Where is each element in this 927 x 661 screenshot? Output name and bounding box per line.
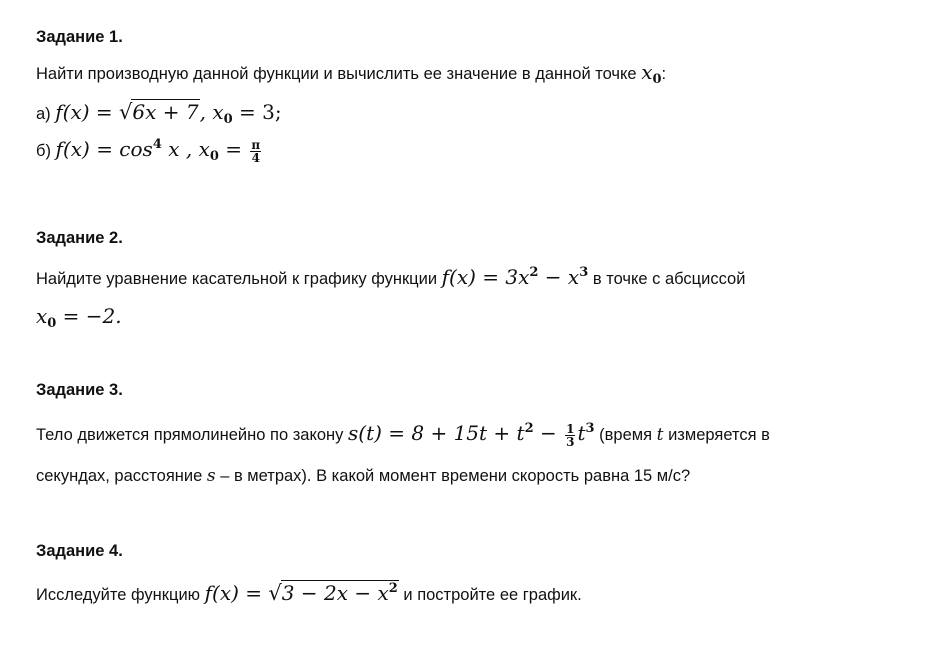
task-3-text: Тело движется прямолинейно по закону $s(t) = 8 + 15t + t^2$ − $\frac{1}{3}$ $t^3$ (время t измеряется в [36, 421, 770, 450]
task-2-heading: Задание 2. [36, 229, 123, 247]
task-4-function: f(x) = [204, 581, 269, 605]
part-a-label: а) [36, 105, 51, 123]
task-1-point: $x_0$ [641, 60, 662, 87]
task-2-statement: Найдите уравнение касательной к графику функции [36, 270, 438, 288]
task-3-law: $s(t) = 8 + 15t + t^2$ − [348, 421, 564, 445]
task-1-statement: Найти производную данной функции и вычислить ее значение в данной точке [36, 65, 637, 83]
task-1-heading: Задание 1. [36, 28, 123, 46]
part-a-function: f(x) = [55, 100, 120, 124]
pi-over-4-fraction: $\frac{\pi}{4}$ [251, 137, 261, 166]
task-2-text: Найдите уравнение касательной к графику функции $f(x) = 3x^2 - x^3$ в точке с абсциссой [36, 265, 746, 289]
sqrt-expression: $√3 - 2x - x^2$ [268, 581, 398, 605]
task-2-function: $f(x) = 3x^2 - x^3$ [441, 265, 589, 289]
one-third-fraction: $\frac{1}{3}$ [566, 421, 575, 450]
task-4-text: Исследуйте функцию $f(x) = √3 - 2x - x^2$ и постройте ее график. [36, 581, 582, 605]
task-1-part-b [36, 138, 263, 165]
part-b-function: $f(x) = \cos^4 x$ , $x_0$ = [55, 137, 249, 164]
task-3-text-line-2: секундах, расстояние s – в метрах). В какой момент времени скорость равна 15 м/с? [36, 466, 691, 486]
task-1-part-a: а) f(x) = √6x + 7, $x_0 = 3$; [36, 100, 282, 127]
part-b-label: б) [36, 142, 51, 160]
task-3-heading: Задание 3. [36, 381, 123, 399]
task-1-text: Найти производную данной функции и вычислить ее значение в данной точке $x_0$: [36, 60, 667, 87]
sqrt-expression: √6x + 7 [119, 100, 199, 124]
task-2-point: $x_0 = -2$. [36, 304, 122, 331]
task-3-statement: Тело движется прямолинейно по закону [36, 426, 344, 444]
task-4-statement: Исследуйте функцию [36, 586, 201, 604]
task-4-heading: Задание 4. [36, 542, 123, 560]
